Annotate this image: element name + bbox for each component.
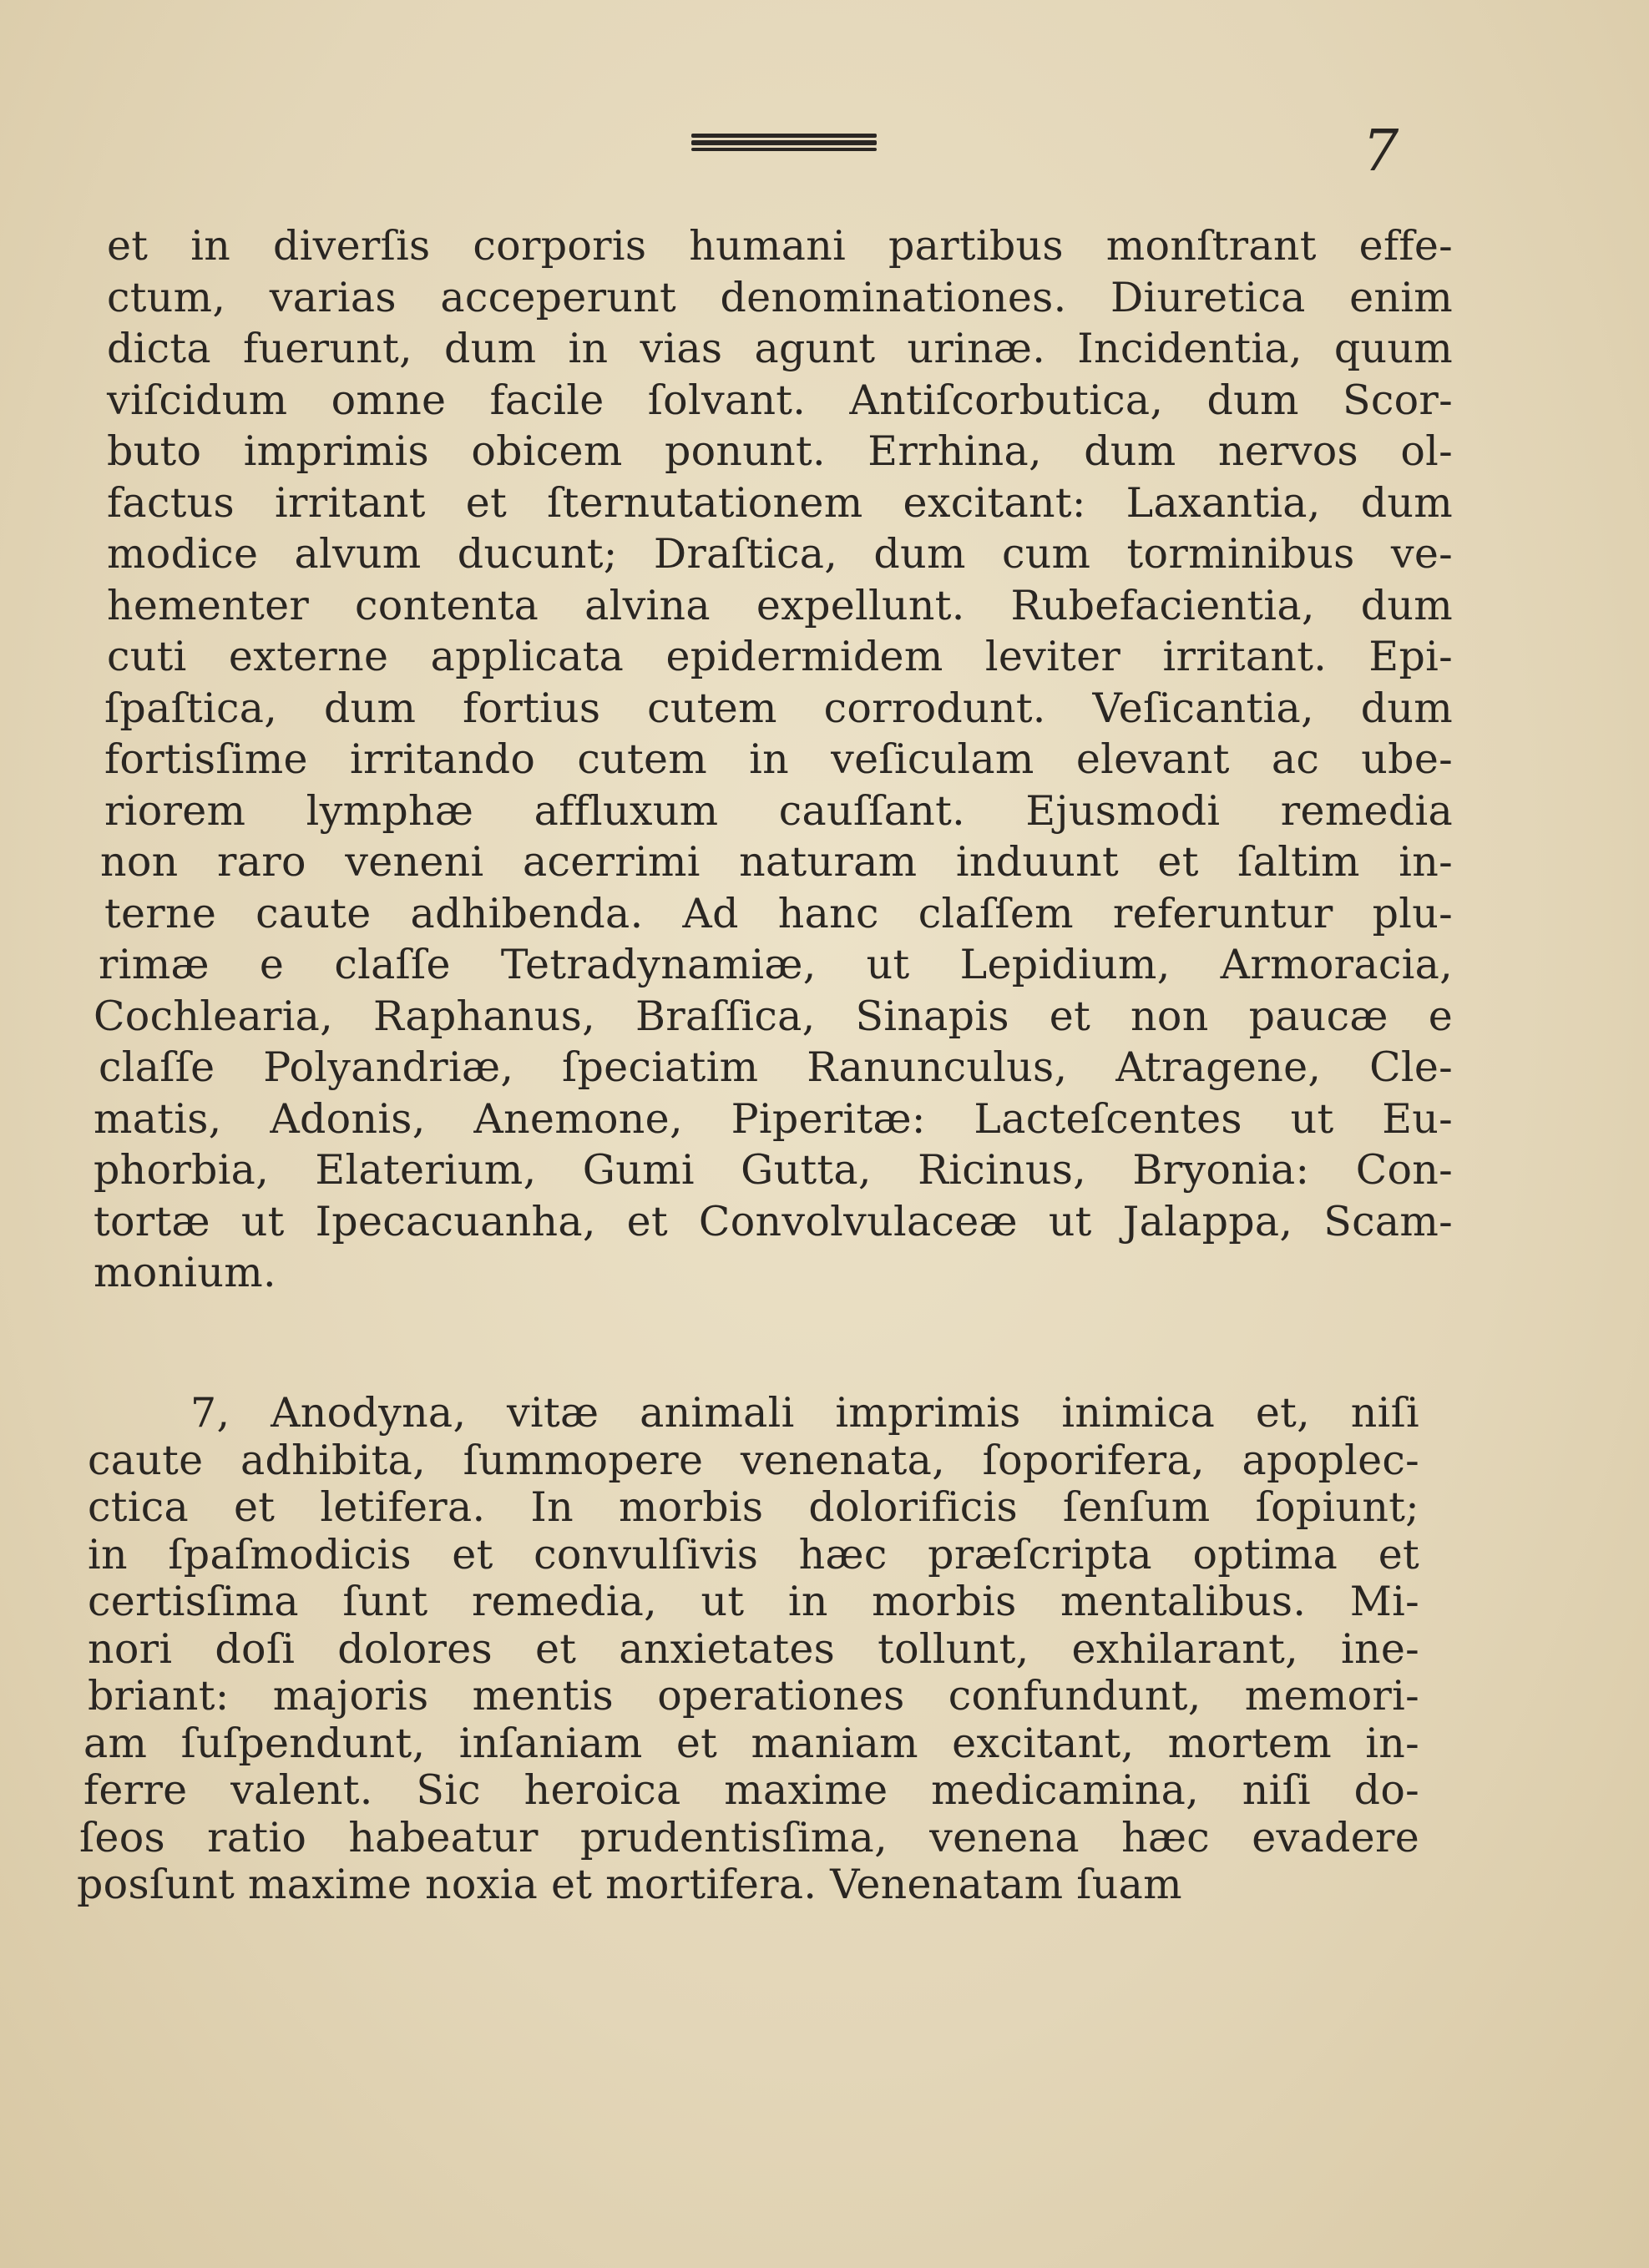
text-line: non raro veneni acerrimi naturam induunt et ſaltim in- <box>100 838 1453 886</box>
text-line: briant: majoris mentis operationes confundunt, memori- <box>88 1672 1419 1720</box>
text-line: ctica et letifera. In morbis dolorificis ſenſum ſopiunt; <box>88 1483 1419 1531</box>
text-line: certisſima ſunt remedia, ut in morbis mentalibus. Mi- <box>88 1578 1419 1625</box>
text-line: matis, Adonis, Anemone, Piperitæ: Lacteſcentes ut Eu- <box>94 1094 1453 1143</box>
text-line: am ſuſpendunt, inſaniam et maniam excitant, mortem in- <box>83 1719 1419 1767</box>
text-line: rimæ e claſſe Tetradynamiæ, ut Lepidium, Armoracia, <box>99 941 1453 988</box>
text-line: Cochlearia, Raphanus, Braſſica, Sinapis et non paucæ e <box>94 992 1453 1040</box>
text-line: monium. <box>94 1249 276 1296</box>
text-line: ctum, varias acceperunt denominationes. Diuretica enim <box>107 273 1453 321</box>
text-line: nori doſi dolores et anxietates tollunt, exhilarant, ine- <box>88 1624 1419 1673</box>
text-line: riorem lymphæ affluxum cauſſant. Ejusmodi remedia <box>104 786 1453 835</box>
text-line: ferre valent. Sic heroica maxime medicamina, niſi do- <box>83 1766 1419 1814</box>
text-line: 7, Anodyna, vitæ animali imprimis inimica et, niſi <box>190 1389 1419 1437</box>
text-line: claſſe Polyandriæ, ſpeciatim Ranunculus, Atragene, Cle- <box>99 1043 1453 1091</box>
text-line: hementer contenta alvina expellunt. Rubefacientia, dum <box>107 581 1453 629</box>
text-line: modice alvum ducunt; Draſtica, dum cum torminibus ve- <box>107 530 1453 578</box>
text-line: fortisſime irritando cutem in veſiculam elevant ac ube- <box>104 735 1453 783</box>
text-line: terne caute adhibenda. Ad hanc claſſem referuntur plu- <box>104 889 1453 937</box>
text-line: buto imprimis obicem ponunt. Errhina, dum nervos ol- <box>107 427 1453 475</box>
text-line: in ſpaſmodicis et convulſivis hæc præſcripta optima et <box>88 1530 1419 1579</box>
text-line: et in diverſis corporis humani partibus monſtrant effe- <box>107 222 1453 270</box>
text-line: posſunt maxime noxia et mortifera. Venenatam ſuam <box>77 1861 1182 1908</box>
text-line: dicta fuerunt, dum in vias agunt urinæ. Incidentia, quum <box>107 325 1453 372</box>
text-line: cuti externe applicata epidermidem leviter irritant. Epi- <box>107 633 1453 680</box>
text-line: viſcidum omne facile ſolvant. Antiſcorbutica, dum Scor- <box>107 376 1453 424</box>
header-ornament <box>691 134 877 152</box>
page-number: 7 <box>1363 119 1399 184</box>
text-line: ſeos ratio habeatur prudentisſima, venena hæc evadere <box>79 1813 1419 1861</box>
text-line: tortæ ut Ipecacuanha, et Convolvulaceæ ut Jalappa, Scam- <box>94 1197 1453 1245</box>
text-line: phorbia, Elaterium, Gumi Gutta, Ricinus, Bryonia: Con- <box>94 1146 1453 1194</box>
text-line: factus irritant et ſternutationem excitant: Laxantia, dum <box>107 478 1453 527</box>
text-line: ſpaſtica, dum fortius cutem corrodunt. Veſicantia, dum <box>104 684 1453 732</box>
text-line: caute adhibita, ſummopere venenata, ſoporifera, apoplec- <box>88 1436 1419 1484</box>
